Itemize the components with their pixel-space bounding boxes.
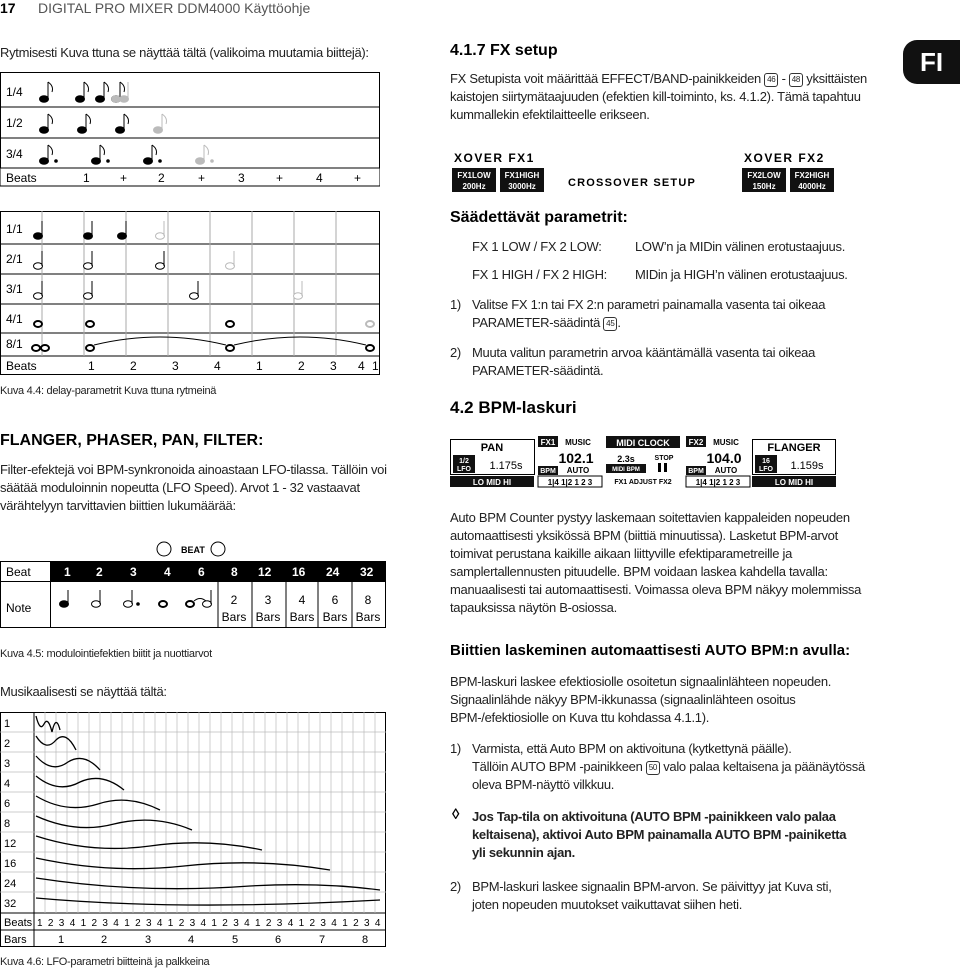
svg-text:8: 8 [364, 593, 372, 607]
crossover-setup-screen [450, 148, 836, 196]
svg-text:2: 2 [230, 593, 238, 607]
rhythm-table-1 [0, 72, 380, 187]
svg-text:1|4 1|2 1 2 3: 1|4 1|2 1 2 3 [547, 478, 593, 487]
param-desc: LOW’n ja MIDin välinen erotustaajuus. [635, 239, 846, 254]
svg-text:LO MID HI: LO MID HI [774, 478, 814, 487]
param-name: FX 1 HIGH / FX 2 HIGH: [472, 267, 607, 282]
auto-step-2-text: BPM-laskuri laskee signaalin BPM-arvon. Se päivittyy jat Kuva sti, joten nopeuden muutokset vaikuttavat siihen heti. [472, 879, 832, 912]
beat-number: 2 [309, 918, 316, 929]
note-symbols [32, 221, 374, 351]
svg-text:6: 6 [4, 798, 11, 810]
svg-text:BPM: BPM [540, 468, 556, 475]
svg-text:LFO: LFO [759, 466, 773, 473]
beat-number: 2 [178, 918, 185, 929]
fx1-high-box [500, 168, 544, 192]
svg-text:MUSIC: MUSIC [713, 438, 739, 447]
svg-text:3000Hz: 3000Hz [508, 182, 536, 191]
beat-number: 3 [364, 918, 370, 929]
svg-text:AUTO: AUTO [566, 466, 590, 475]
figure-caption-4-4: Kuva 4.4: delay-parametrit Kuva ttuna rytmeinä [0, 385, 217, 397]
row-label: 4/1 [6, 312, 23, 326]
param-desc: MIDin ja HIGH’n välinen erotustaajuus. [635, 267, 848, 282]
svg-text:7: 7 [319, 934, 326, 946]
step-1-text: Valitse FX 1:n tai FX 2:n parametri painamalla vasenta tai oikeaa PARAMETER-säädintä 45 . [472, 297, 826, 330]
svg-text:+: + [198, 171, 206, 185]
beat-number: 4 [287, 918, 294, 929]
ref-badge-46: 46 [764, 73, 778, 87]
flanger-text: Filter-efektejä voi BPM-synkronoida ainoastaan LFO-tilassa. Tällöin voi säätää moduloinnin nopeutta (LFO Speed). Arvot 1 - 32 vastaavat värähtelyyn tarvittavien biittien lukumäärää: [0, 462, 387, 513]
beat-number: 3 [276, 918, 283, 929]
beat-number: 4 [331, 918, 337, 929]
lfo-waveforms [36, 716, 380, 905]
fx2-low-box [742, 168, 786, 192]
lfo-beat-sequence [37, 918, 381, 929]
svg-text:4000Hz: 4000Hz [798, 182, 826, 191]
lfo-grid [0, 712, 386, 948]
beat-number: 3 [320, 918, 326, 929]
step-number: 1) [450, 741, 461, 756]
svg-text:2.3s: 2.3s [617, 454, 635, 464]
beat-led-left-icon [157, 542, 171, 556]
svg-text:FX1HIGH: FX1HIGH [504, 171, 540, 180]
svg-text:16: 16 [292, 565, 306, 579]
svg-text:STOP: STOP [654, 455, 674, 462]
language-badge: FI [903, 40, 960, 84]
svg-text:Bars: Bars [4, 934, 27, 946]
svg-text:1/2: 1/2 [459, 458, 469, 465]
beat-number: 3 [58, 918, 65, 929]
svg-text:3: 3 [145, 934, 152, 946]
svg-text:8: 8 [231, 565, 238, 579]
beat-number: 2 [265, 918, 272, 929]
document-title: DIGITAL PRO MIXER DDM4000 Käyttöohje [38, 0, 311, 16]
beat-number: 2 [91, 918, 98, 929]
xover-fx1-label: XOVER FX1 [454, 151, 535, 165]
beat-number: 1 [124, 918, 130, 929]
beats-row [88, 359, 379, 373]
figure-caption-4-5: Kuva 4.5: modulointiefektien biitit ja nuottiarvot [0, 648, 212, 660]
musical-heading: Musikaalisesti se näyttää tältä: [0, 684, 167, 699]
svg-text:4: 4 [164, 565, 171, 579]
svg-text:1|4 1|2 1 2 3: 1|4 1|2 1 2 3 [695, 478, 741, 487]
note-label: Note [6, 601, 32, 615]
svg-text:1: 1 [83, 171, 90, 185]
crossover-title: CROSSOVER SETUP [568, 177, 697, 189]
auto-bpm-heading: Biittien laskeminen automaattisesti AUTO BPM:n avulla: [450, 642, 851, 659]
svg-text:4: 4 [298, 593, 306, 607]
beat-number: 2 [353, 918, 359, 929]
beat-indicator-label: BEAT [181, 545, 205, 555]
beat-number: 2 [222, 918, 228, 929]
svg-text:2: 2 [298, 359, 305, 373]
svg-text:AUTO: AUTO [714, 466, 738, 475]
svg-text:32: 32 [4, 898, 17, 910]
svg-text:PAN: PAN [480, 442, 504, 454]
row-label: 3/4 [6, 147, 23, 161]
svg-text:MIDI BPM: MIDI BPM [612, 467, 640, 473]
svg-text:1: 1 [4, 718, 11, 730]
beat-number: 4 [374, 918, 381, 929]
beat-number: 1 [167, 918, 174, 929]
figure-caption-4-6: Kuva 4.6: LFO-parametri biitteinä ja palkkeina [0, 956, 210, 968]
svg-text:24: 24 [326, 565, 340, 579]
ref-badge-45: 45 [603, 317, 617, 331]
svg-text:FLANGER: FLANGER [767, 442, 821, 454]
svg-text:FX1: FX1 [540, 438, 556, 447]
svg-text:2: 2 [96, 565, 103, 579]
svg-text:8: 8 [4, 818, 11, 830]
beat-note-table [0, 538, 386, 630]
beat-number: 1 [342, 918, 348, 929]
fx1-bpm-panel [538, 436, 602, 487]
param-name: FX 1 LOW / FX 2 LOW: [472, 239, 602, 254]
svg-text:1.159s: 1.159s [790, 460, 824, 472]
beat-number: 2 [135, 918, 141, 929]
svg-text:3: 3 [264, 593, 272, 607]
svg-text:4: 4 [4, 778, 11, 790]
beat-number: 4 [200, 918, 207, 929]
svg-text:FX1LOW: FX1LOW [457, 171, 491, 180]
lfo-bars-row [58, 934, 368, 946]
beat-number: 4 [244, 918, 250, 929]
svg-text:104.0: 104.0 [706, 450, 742, 466]
step-number: 2) [450, 345, 461, 360]
svg-text:2: 2 [101, 934, 108, 946]
beat-number: 1 [298, 918, 305, 929]
tip-diamond-icon: ◊ [452, 806, 460, 823]
svg-text:BPM: BPM [688, 468, 704, 475]
svg-text:4: 4 [358, 359, 365, 373]
svg-text:6: 6 [275, 934, 282, 946]
svg-text:1: 1 [58, 934, 65, 946]
svg-text:16: 16 [762, 458, 770, 465]
svg-text:1: 1 [256, 359, 263, 373]
beat-number: 3 [233, 918, 239, 929]
bpm-counter-heading: 4.2 BPM-laskuri [450, 398, 577, 417]
pan-panel [450, 440, 535, 488]
auto-step-1-text: Varmista, että Auto BPM on aktivoituna (kytkettynä päälle). Tällöin AUTO BPM -painikkeen 50 valo palaa keltaisena ja päänäytössä oleva BPM-näyttö vilkkuu. [472, 741, 865, 792]
svg-text:Bars: Bars [289, 610, 315, 624]
svg-text:3: 3 [4, 758, 11, 770]
fx-setup-text: FX Setupista voit määrittää EFFECT/BAND-painikkeiden 46 - 48 yksittäisten kaistojen siirtymätaajuuden (efektien kill-toiminto, ks. 4.1.2). Tämä tapahtuu kummallekin efektilaitteelle erikseen. [450, 71, 867, 122]
fx1-low-box [452, 168, 496, 192]
row-label: 8/1 [6, 337, 23, 351]
beat-number: 1 [37, 918, 43, 929]
svg-text:32: 32 [360, 565, 374, 579]
svg-text:6: 6 [198, 565, 205, 579]
beats-label: Beats [6, 171, 37, 185]
svg-text:1: 1 [88, 359, 95, 373]
svg-text:Bars: Bars [255, 610, 281, 624]
svg-text:12: 12 [258, 565, 272, 579]
svg-text:3: 3 [130, 565, 137, 579]
rhythm-table-2 [0, 211, 380, 376]
bpm-description: Auto BPM Counter pystyy laskemaan soitettavien kappaleiden nopeuden automaattisesti yksikössä BPM (biittiä minuutissa). Lasketut BPM-arvot toimivat perustana kaikille aikaan liittyville efektiparametreille ja samplertallennusten pituudelle. BPM voidaan laskea kahdella tavalla: manuaalisesti tai automaattisesti. Voimassa oleva BPM näkyy molemmissa tapauksissa näytön B-osiossa. [450, 510, 862, 615]
svg-text:FX2LOW: FX2LOW [747, 171, 781, 180]
svg-text:150Hz: 150Hz [752, 182, 776, 191]
note-value-icons [60, 590, 212, 607]
svg-text:FX2HIGH: FX2HIGH [794, 171, 830, 180]
svg-text:Bars: Bars [221, 610, 247, 624]
row-label: 2/1 [6, 252, 23, 266]
svg-text:4: 4 [214, 359, 221, 373]
svg-text:Beats: Beats [4, 917, 33, 929]
bars-values [222, 593, 381, 624]
page-number: 17 [0, 0, 16, 16]
beat-number: 3 [189, 918, 196, 929]
svg-text:+: + [276, 171, 284, 185]
svg-text:6: 6 [331, 593, 339, 607]
svg-text:+: + [120, 171, 128, 185]
row-label: 1/1 [6, 222, 23, 236]
svg-text:Bars: Bars [355, 610, 381, 624]
tip-text: Jos Tap-tila on aktivoituna (AUTO BPM -painikkeen valo palaa keltaisena), aktivoi Auto BPM painamalla AUTO BPM -painiketta yli sekunnin ajan. [472, 809, 847, 860]
svg-text:FX1 ADJUST FX2: FX1 ADJUST FX2 [614, 479, 672, 486]
beat-number: 4 [69, 918, 76, 929]
ref-badge-50: 50 [646, 761, 660, 775]
svg-text:102.1: 102.1 [558, 450, 594, 466]
svg-text:FX2: FX2 [688, 438, 704, 447]
svg-text:LO MID HI: LO MID HI [472, 478, 512, 487]
params-heading: Säädettävät parametrit: [450, 209, 628, 226]
beats-label: Beats [6, 359, 37, 373]
beat-label: Beat [6, 565, 31, 579]
svg-text:+: + [354, 171, 362, 185]
beat-number: 2 [47, 918, 54, 929]
ref-badge-48: 48 [789, 73, 803, 87]
svg-text:LFO: LFO [457, 466, 471, 473]
svg-text:Bars: Bars [322, 610, 348, 624]
rhythm-intro: Rytmisesti Kuva ttuna se näyttää tältä (valikoima muutamia biittejä): [0, 45, 369, 60]
svg-text:12: 12 [4, 838, 17, 850]
beat-number: 1 [80, 918, 87, 929]
flanger-panel [752, 440, 836, 488]
svg-text:MIDI CLOCK: MIDI CLOCK [616, 438, 670, 448]
svg-text:1: 1 [64, 565, 71, 579]
svg-text:3: 3 [330, 359, 337, 373]
beat-number: 1 [211, 918, 217, 929]
svg-text:16: 16 [4, 858, 17, 870]
beat-led-right-icon [211, 542, 225, 556]
beat-number: 3 [146, 918, 152, 929]
beat-number: 4 [156, 918, 163, 929]
svg-text:1.175s: 1.175s [489, 460, 523, 472]
beat-number: 4 [113, 918, 119, 929]
step-2-text: Muuta valitun parametrin arvoa kääntämällä vasenta tai oikeaa PARAMETER-säädintä. [472, 345, 816, 378]
fx2-bpm-panel [686, 436, 750, 487]
step-number: 1) [450, 297, 461, 312]
svg-text:2: 2 [158, 171, 165, 185]
fx-setup-heading: 4.1.7 FX setup [450, 42, 558, 59]
svg-text:4: 4 [316, 171, 323, 185]
flanger-heading: FLANGER, PHASER, PAN, FILTER: [0, 432, 264, 449]
svg-text:2: 2 [130, 359, 137, 373]
row-label: 3/1 [6, 282, 23, 296]
bpm-display-screen [450, 436, 836, 492]
row-label: 1/4 [6, 85, 23, 99]
svg-text:8: 8 [362, 934, 369, 946]
auto-bpm-text: BPM-laskuri laskee efektiosiolle osoitetun signaalinlähteen nopeuden. Signaalinlähde näkyy BPM-ikkunassa (signaalinlähteen osoitus BPM-/efektiosiolle on Kuva ttu kohdassa 4.1.1). [450, 674, 832, 725]
beat-number: 1 [255, 918, 261, 929]
beat-number: 3 [102, 918, 108, 929]
svg-text:1: 1 [372, 359, 379, 373]
xover-fx2-label: XOVER FX2 [744, 151, 825, 165]
svg-text:24: 24 [4, 878, 17, 890]
svg-text:200Hz: 200Hz [462, 182, 486, 191]
svg-text:4: 4 [188, 934, 195, 946]
step-number: 2) [450, 879, 461, 894]
svg-text:5: 5 [232, 934, 239, 946]
svg-text:2: 2 [4, 738, 11, 750]
midi-clock-panel [606, 436, 680, 486]
eighth-note-icons [40, 82, 214, 164]
svg-text:MUSIC: MUSIC [565, 438, 591, 447]
svg-text:3: 3 [238, 171, 245, 185]
svg-text:3: 3 [172, 359, 179, 373]
fx2-high-box [790, 168, 834, 192]
row-label: 1/2 [6, 116, 23, 130]
